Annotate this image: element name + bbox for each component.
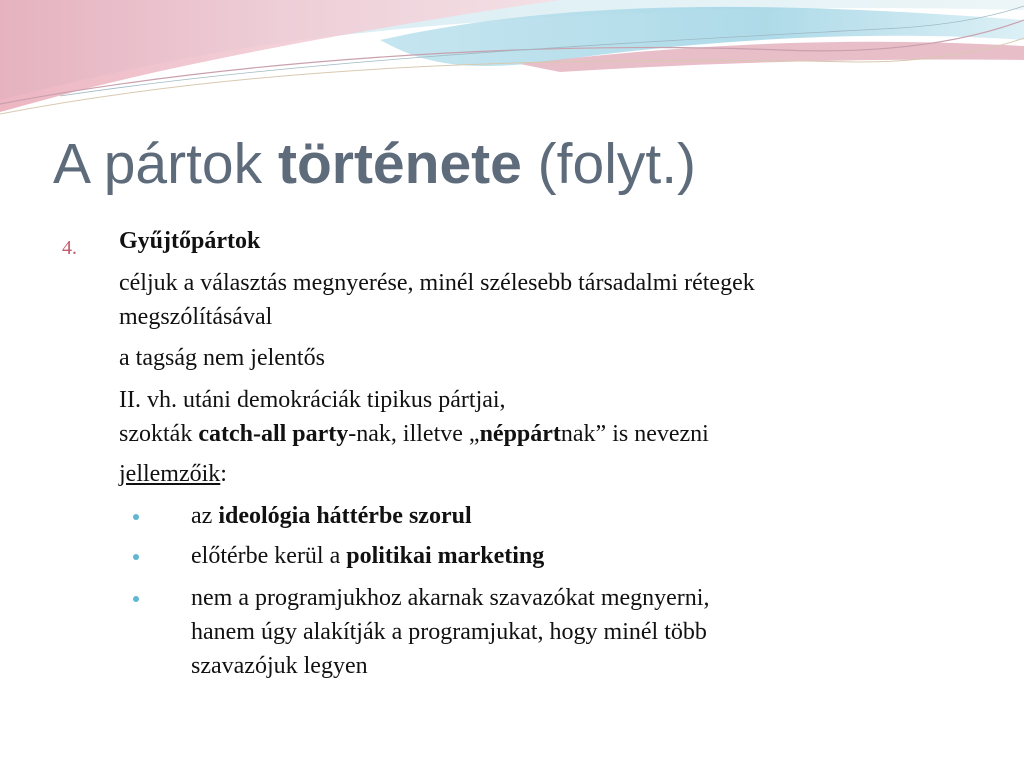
slide-title <box>53 128 696 200</box>
decorative-header-waves <box>0 0 1024 140</box>
paragraph-1-line-1: céljuk a választás megnyerése, minél szélesebb társadalmi rétegek <box>119 270 755 296</box>
bullet-3-line-2: hanem úgy alakítják a programjukat, hogy minél több <box>191 619 707 645</box>
paragraph-3-line-1: II. vh. utáni demokráciák tipikus pártjai, <box>119 387 506 413</box>
bullet-1-bold: ideológia háttérbe szorul <box>218 503 472 529</box>
text-run: -nak, illetve „ <box>348 421 480 447</box>
text-run: szokták <box>119 421 199 447</box>
term-neppart: néppárt <box>479 421 561 447</box>
bullet-2-bold: politikai marketing <box>346 543 545 569</box>
paragraph-1-line-2: megszólításával <box>119 304 273 330</box>
item-heading <box>119 225 260 258</box>
paragraph-2: a tagság nem jelentős <box>119 345 325 371</box>
features-colon: : <box>220 461 227 487</box>
bullet-3-line-1: nem a programjukhoz akarnak szavazókat megnyerni, <box>191 585 710 611</box>
title-normal-part: A pártok <box>53 132 278 196</box>
paragraph-3-line-2 <box>119 418 709 451</box>
text-run: előtérbe kerül a <box>191 543 347 569</box>
features-label: jellemzőik <box>119 461 221 487</box>
text-run: nak” is nevezni <box>560 421 709 447</box>
features-label-line <box>119 458 227 491</box>
bullet-2 <box>191 540 544 573</box>
bullet-3-line-3: szavazójuk legyen <box>191 653 368 679</box>
bullet-dot-icon <box>133 554 139 560</box>
item-heading-text: Gyűjtőpártok <box>119 228 261 254</box>
item-number: 4. <box>62 237 77 259</box>
term-catch-all-party: catch-all party <box>198 421 349 447</box>
bullet-dot-icon <box>133 596 139 602</box>
text-run: az <box>191 503 219 529</box>
bullet-dot-icon <box>133 514 139 520</box>
title-suffix: (folyt.) <box>521 132 697 196</box>
bullet-1 <box>191 500 472 533</box>
title-bold-part: története <box>277 132 522 196</box>
